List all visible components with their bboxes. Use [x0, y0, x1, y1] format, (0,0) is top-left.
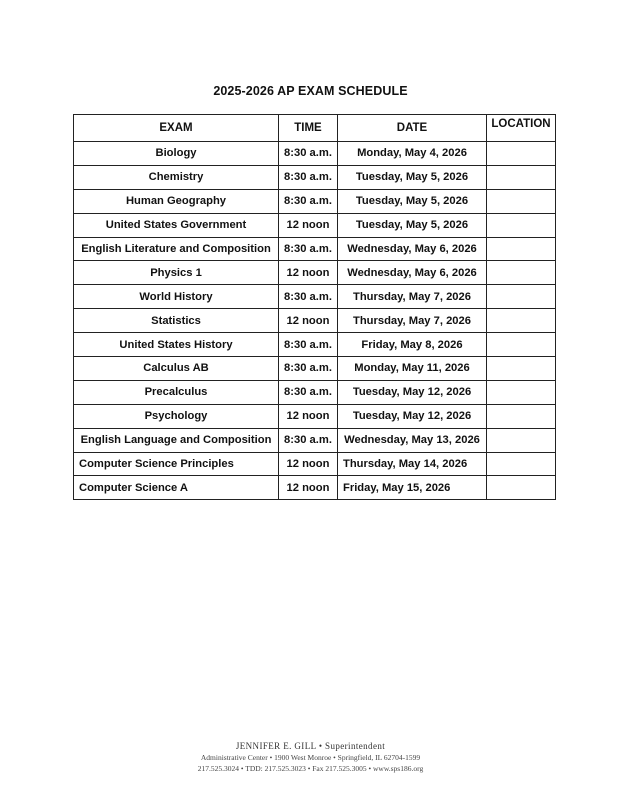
header-location: LOCATION [487, 115, 556, 142]
letterhead-footer [0, 740, 621, 774]
date-cell: Tuesday, May 5, 2026 [338, 189, 487, 213]
exam-cell: Calculus AB [74, 357, 279, 381]
location-cell [487, 309, 556, 333]
header-exam: EXAM [74, 115, 279, 142]
exam-cell: Physics 1 [74, 261, 279, 285]
date-cell: Thursday, May 7, 2026 [338, 309, 487, 333]
table-row [74, 189, 556, 213]
time-cell: 12 noon [279, 404, 338, 428]
date-cell: Wednesday, May 6, 2026 [338, 237, 487, 261]
table-row [74, 285, 556, 309]
location-cell [487, 189, 556, 213]
exam-schedule-table [73, 114, 556, 500]
time-cell: 8:30 a.m. [279, 428, 338, 452]
date-cell: Tuesday, May 12, 2026 [338, 404, 487, 428]
location-cell [487, 452, 556, 476]
location-cell [487, 404, 556, 428]
location-cell [487, 476, 556, 500]
location-cell [487, 380, 556, 404]
location-cell [487, 285, 556, 309]
superintendent-role: Superintendent [325, 741, 386, 751]
table-row [74, 476, 556, 500]
exam-cell: Human Geography [74, 189, 279, 213]
date-cell: Monday, May 11, 2026 [338, 357, 487, 381]
exam-cell: English Language and Composition [74, 428, 279, 452]
table-header-row [74, 115, 556, 142]
time-cell: 8:30 a.m. [279, 165, 338, 189]
location-cell [487, 357, 556, 381]
page-title: 2025-2026 AP EXAM SCHEDULE [213, 84, 408, 98]
date-cell: Friday, May 15, 2026 [338, 476, 487, 500]
time-cell: 12 noon [279, 261, 338, 285]
bullet-separator: • [318, 741, 323, 751]
exam-cell: World History [74, 285, 279, 309]
date-cell: Friday, May 8, 2026 [338, 333, 487, 357]
date-cell: Tuesday, May 5, 2026 [338, 165, 487, 189]
date-cell: Wednesday, May 6, 2026 [338, 261, 487, 285]
table-row [74, 213, 556, 237]
table-row [74, 452, 556, 476]
table-row [74, 428, 556, 452]
date-cell: Thursday, May 7, 2026 [338, 285, 487, 309]
exam-cell: Chemistry [74, 165, 279, 189]
date-cell: Thursday, May 14, 2026 [338, 452, 487, 476]
date-cell: Wednesday, May 13, 2026 [338, 428, 487, 452]
location-cell [487, 213, 556, 237]
time-cell: 8:30 a.m. [279, 333, 338, 357]
table-row [74, 380, 556, 404]
table-row [74, 142, 556, 166]
location-cell [487, 237, 556, 261]
exam-cell: Computer Science A [74, 476, 279, 500]
footer-name-line [0, 740, 621, 752]
time-cell: 8:30 a.m. [279, 285, 338, 309]
location-cell [487, 333, 556, 357]
exam-cell: Precalculus [74, 380, 279, 404]
time-cell: 12 noon [279, 213, 338, 237]
location-cell [487, 165, 556, 189]
time-cell: 8:30 a.m. [279, 380, 338, 404]
location-cell [487, 428, 556, 452]
time-cell: 12 noon [279, 452, 338, 476]
date-cell: Tuesday, May 12, 2026 [338, 380, 487, 404]
table-row [74, 309, 556, 333]
header-date: DATE [338, 115, 487, 142]
table-row [74, 261, 556, 285]
table-row [74, 404, 556, 428]
location-cell [487, 142, 556, 166]
date-cell: Tuesday, May 5, 2026 [338, 213, 487, 237]
time-cell: 8:30 a.m. [279, 237, 338, 261]
exam-cell: Biology [74, 142, 279, 166]
footer-address: Administrative Center • 1900 West Monroe • Springfield, IL 62704-1599 [200, 753, 421, 762]
exam-cell: Computer Science Principles [74, 452, 279, 476]
time-cell: 8:30 a.m. [279, 357, 338, 381]
exam-cell: United States History [74, 333, 279, 357]
table-row [74, 237, 556, 261]
exam-cell: Statistics [74, 309, 279, 333]
time-cell: 12 noon [279, 476, 338, 500]
time-cell: 12 noon [279, 309, 338, 333]
exam-cell: United States Government [74, 213, 279, 237]
time-cell: 8:30 a.m. [279, 142, 338, 166]
table-row [74, 165, 556, 189]
table-row [74, 357, 556, 381]
location-cell [487, 261, 556, 285]
exam-cell: English Literature and Composition [74, 237, 279, 261]
header-time: TIME [279, 115, 338, 142]
footer-contacts: 217.525.3024 • TDD: 217.525.3023 • Fax 217.525.3005 • www.sps186.org [197, 764, 424, 773]
superintendent-name: JENNIFER E. GILL [235, 741, 317, 751]
time-cell: 8:30 a.m. [279, 189, 338, 213]
table-row [74, 333, 556, 357]
exam-cell: Psychology [74, 404, 279, 428]
date-cell: Monday, May 4, 2026 [338, 142, 487, 166]
